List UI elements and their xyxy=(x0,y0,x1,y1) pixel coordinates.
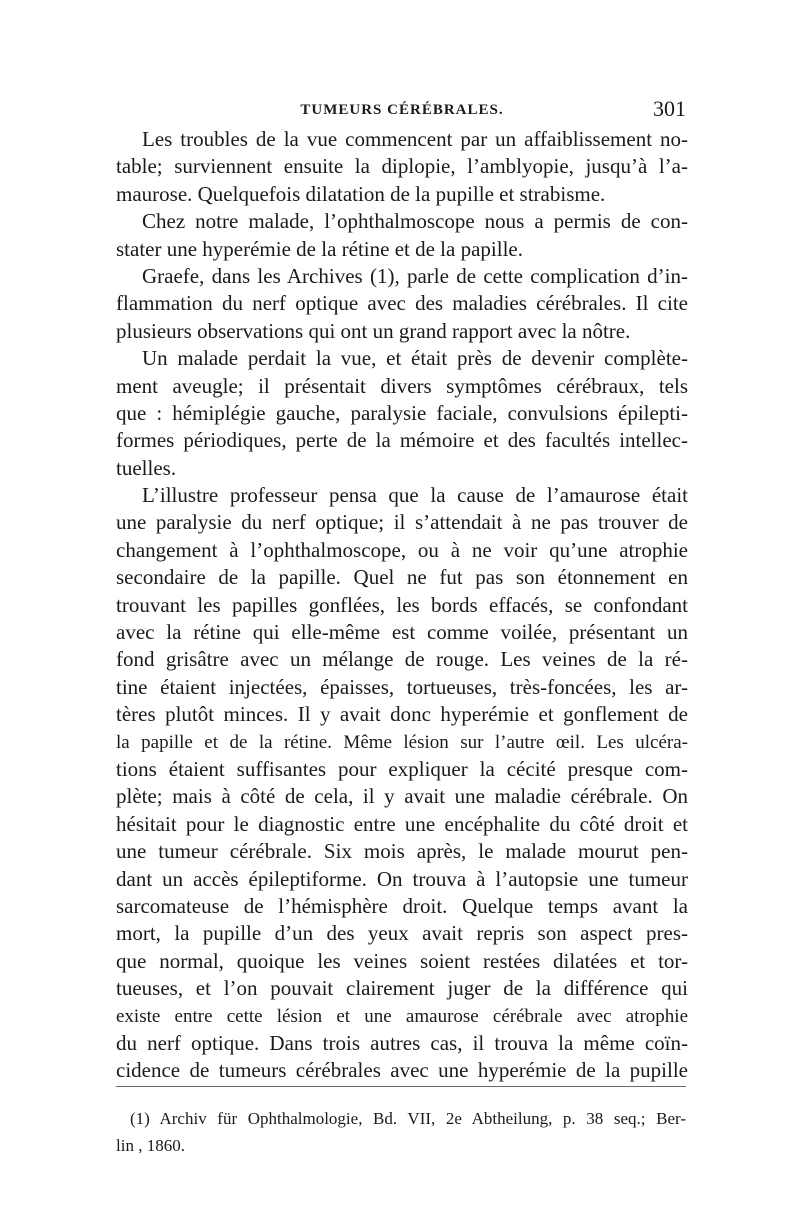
footnote-line: lin , 1860. xyxy=(116,1136,185,1155)
text-line: Graefe, dans les Archives (1), parle de cette complication d’in- xyxy=(142,263,688,288)
text-line: existe entre cette lésion et une amaurose cérébrale avec atrophie xyxy=(116,1005,688,1027)
text-line: L’illustre professeur pensa que la cause de l’amaurose était xyxy=(142,483,688,508)
text-line: ment aveugle; il présentait divers symptômes cérébraux, tels xyxy=(116,373,688,398)
text-line: mort, la pupille d’un des yeux avait repris son aspect pres- xyxy=(116,921,688,946)
text-line: tions étaient suffisantes pour expliquer la cécité presque com- xyxy=(116,756,688,781)
text-line: secondaire de la papille. Quel ne fut pas son étonnement en xyxy=(116,565,688,590)
text-line: avec la rétine qui elle-même est comme voilée, présentant un xyxy=(116,620,688,645)
footnote-line: (1) Archiv für Ophthalmologie, Bd. VII, 2e Abtheilung, p. 38 seq.; Ber- xyxy=(130,1109,686,1128)
text-line: fond grisâtre avec un mélange de rouge. Les veines de la ré- xyxy=(116,647,688,672)
text-line: du nerf optique. Dans trois autres cas, il trouva la même coïn- xyxy=(116,1030,688,1055)
text-line: tine étaient injectées, épaisses, tortueuses, très-foncées, les ar- xyxy=(116,674,688,699)
body-text xyxy=(116,126,688,1085)
text-line: table; surviennent ensuite la diplopie, l’amblyopie, jusqu’à l’a- xyxy=(116,154,688,179)
text-line: que : hémiplégie gauche, paralysie faciale, convulsions épilepti- xyxy=(116,400,688,425)
text-line: flammation du nerf optique avec des maladies cérébrales. Il cite xyxy=(116,291,688,316)
text-line: dant un accès épileptiforme. On trouva à l’autopsie une tumeur xyxy=(116,866,688,891)
page-number: 301 xyxy=(653,96,686,121)
text-line: tères plutôt minces. Il y avait donc hyperémie et gonflement de xyxy=(116,702,688,727)
text-line: la papille et de la rétine. Même lésion sur l’autre œil. Les ulcéra- xyxy=(116,731,688,753)
text-line: stater une hyperémie de la rétine et de la papille. xyxy=(116,236,523,261)
text-line: hésitait pour le diagnostic entre une encéphalite du côté droit et xyxy=(116,811,688,836)
text-line: Les troubles de la vue commencent par un affaiblissement no- xyxy=(142,127,688,151)
text-line: Chez notre malade, l’ophthalmoscope nous a permis de con- xyxy=(142,209,688,234)
text-line: une tumeur cérébrale. Six mois après, le malade mourut pen- xyxy=(116,839,688,864)
text-line: formes périodiques, perte de la mémoire et des facultés intellec- xyxy=(116,428,688,453)
text-line: changement à l’ophthalmoscope, ou à ne voir qu’une atrophie xyxy=(116,537,688,562)
footnote-divider xyxy=(116,1086,686,1087)
text-line: que normal, quoique les veines soient restées dilatées et tor- xyxy=(116,948,688,973)
running-title: TUMEURS CÉRÉBRALES. xyxy=(300,102,504,118)
text-line: trouvant les papilles gonflées, les bords effacés, se confondant xyxy=(116,592,688,617)
text-line: plusieurs observations qui ont un grand rapport avec la nôtre. xyxy=(116,318,631,343)
text-line: Un malade perdait la vue, et était près de devenir complète- xyxy=(142,346,688,371)
footnote xyxy=(116,1105,686,1159)
text-line: sarcomateuse de l’hémisphère droit. Quelque temps avant la xyxy=(116,893,688,918)
running-header xyxy=(118,96,686,122)
text-line: tuelles. xyxy=(116,455,177,480)
text-line: plète; mais à côté de cela, il y avait une maladie cérébrale. On xyxy=(116,784,688,809)
text-line: maurose. Quelquefois dilatation de la pupille et strabisme. xyxy=(116,181,606,206)
text-line: une paralysie du nerf optique; il s’attendait à ne pas trouver de xyxy=(116,510,688,535)
text-line: tueuses, et l’on pouvait clairement juger de la différence qui xyxy=(116,976,688,1001)
text-line: cidence de tumeurs cérébrales avec une hyperémie de la pupille xyxy=(116,1058,688,1083)
